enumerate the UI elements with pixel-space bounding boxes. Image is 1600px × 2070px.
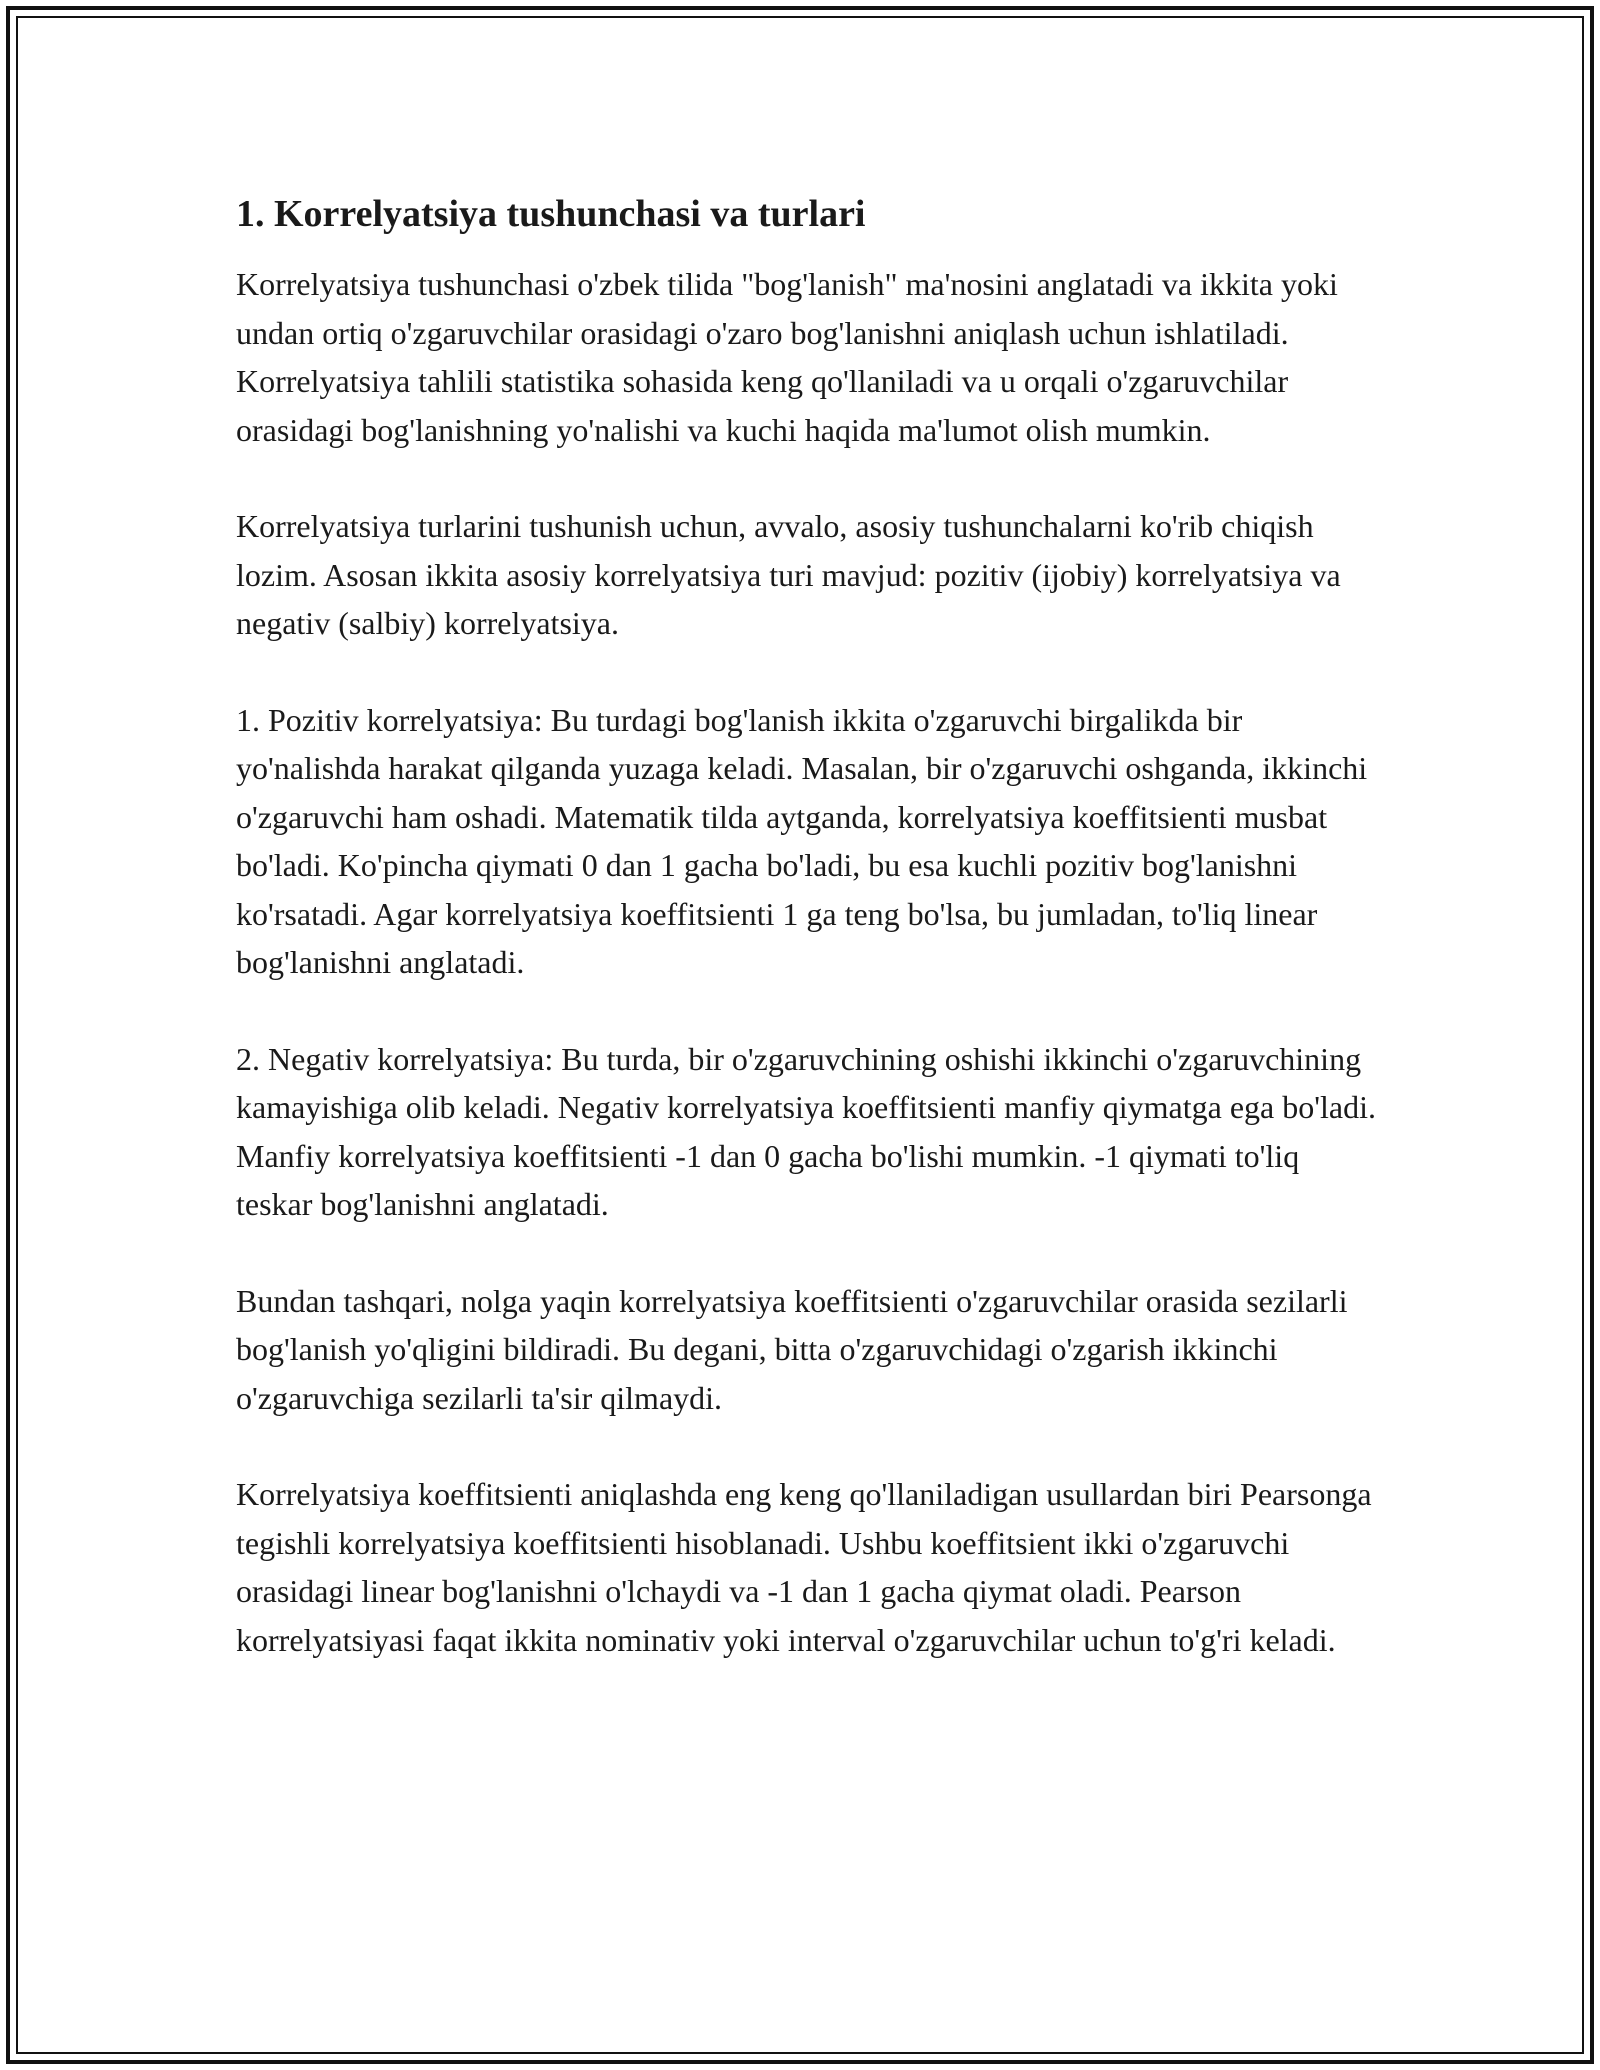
paragraph-intro: Korrelyatsiya tushunchasi o'zbek tilida "bog'lanish" ma'nosini anglatadi va ikkita yoki undan ortiq o'zgaruvchilar orasidagi o'zaro bog'lanishni aniqlash uchun ishlatiladi. Korrelyatsiya tahlili statistika sohasida keng qo'llaniladi va u orqali o'zgaruvchilar orasidagi bog'lanishning yo'nalishi va kuchi haqida ma'lumot olish mumkin. bbox=[236, 266, 1338, 448]
document-body bbox=[236, 186, 1376, 1712]
paragraph-negative: 2. Negativ korrelyatsiya: Bu turda, bir o'zgaruvchining oshishi ikkinchi o'zgaruvchining kamayishiga olib keladi. Negativ korrelyatsiya koeffitsienti manfiy qiymatga ega bo'ladi. Manfiy korrelyatsiya koeffitsienti -1 dan 0 gacha bo'lishi mumkin. -1 qiymati to'liq teskar bog'lanishni anglatadi. bbox=[236, 1040, 1376, 1222]
section-heading: 1. Korrelyatsiya tushunchasi va turlari bbox=[236, 193, 866, 235]
paragraph-positive: 1. Pozitiv korrelyatsiya: Bu turdagi bog'lanish ikkita o'zgaruvchi birgalikda bir yo'nalishda harakat qilganda yuzaga keladi. Masalan, bir o'zgaruvchi oshganda, ikkinchi o'zgaruvchi ham oshadi. Matematik tilda aytganda, korrelyatsiya koeffitsienti musbat bo'ladi. Ko'pincha qiymati 0 dan 1 gacha bo'ladi, bu esa kuchli pozitiv bog'lanishni ko'rsatadi. Agar korrelyatsiya koeffitsienti 1 ga teng bo'lsa, bu jumladan, to'liq linear bog'lanishni anglatadi. bbox=[236, 701, 1368, 980]
paragraph-zero: Bundan tashqari, nolga yaqin korrelyatsiya koeffitsienti o'zgaruvchilar orasida sezilarli bog'lanish yo'qligini bildiradi. Bu degani, bitta o'zgaruvchidagi o'zgarish ikkinchi o'zgaruvchiga sezilarli ta'sir qilmaydi. bbox=[236, 1282, 1348, 1416]
paragraph-pearson: Korrelyatsiya koeffitsienti aniqlashda eng keng qo'llaniladigan usullardan biri Pearsonga tegishli korrelyatsiya koeffitsienti hisoblanadi. Ushbu koeffitsient ikki o'zgaruvchi orasidagi linear bog'lanishni o'lchaydi va -1 dan 1 gacha qiymat oladi. Pearson korrelyatsiyasi faqat ikkita nominativ yoki interval o'zgaruvchilar uchun to'g'ri keladi. bbox=[236, 1476, 1372, 1658]
paragraph-types: Korrelyatsiya turlarini tushunish uchun, avvalo, asosiy tushunchalarni ko'rib chiqish lozim. Asosan ikkita asosiy korrelyatsiya turi mavjud: pozitiv (ijobiy) korrelyatsiya va negativ (salbiy) korrelyatsiya. bbox=[236, 508, 1341, 641]
